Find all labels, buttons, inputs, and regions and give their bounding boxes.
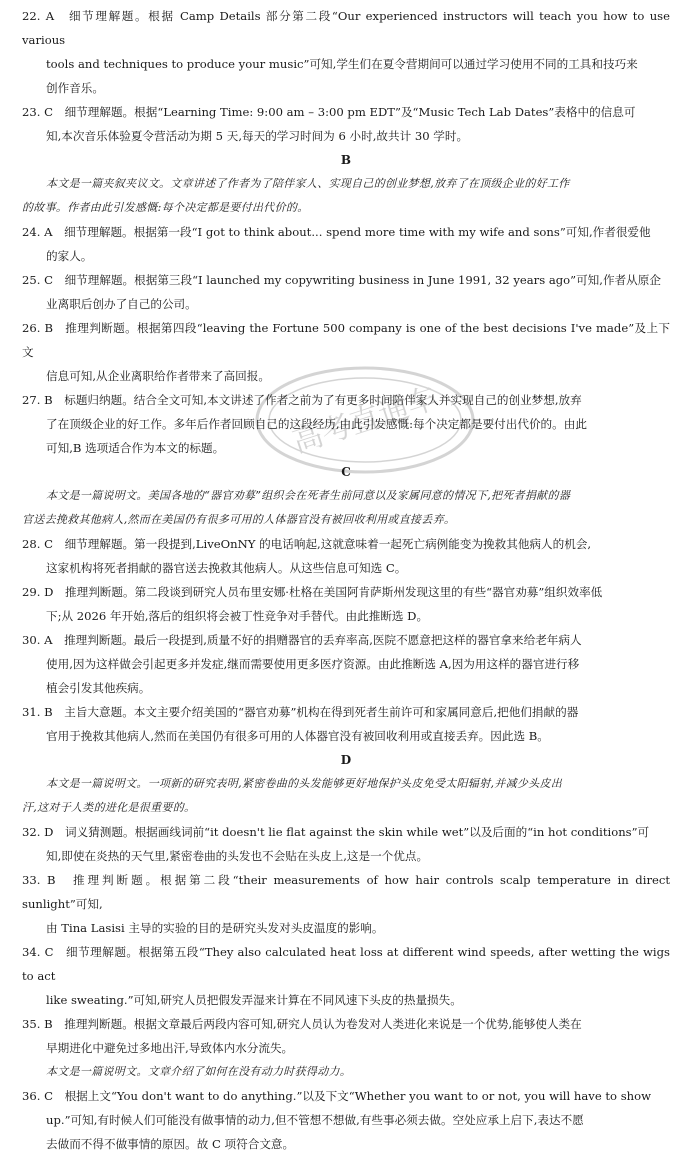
section-c-intro bbox=[22, 484, 670, 532]
section-b-intro bbox=[22, 172, 670, 220]
section-intro-line: 本文是一篇夹叙夹议文。文章讲述了作者为了陪伴家人、实现自己的创业梦想,放弃了在顶级企业的好工作 bbox=[46, 177, 570, 190]
answer-item-continuation: 由 Tina Lasisi 主导的实验的目的是研究头发对头皮温度的影响。 bbox=[46, 921, 384, 935]
section-e-intro bbox=[22, 1060, 670, 1084]
answer-item bbox=[22, 820, 670, 868]
answer-item-first-line: 32. D 词义猜测题。根据画线词前“it doesn't lie flat against the skin while wet”以及后面的“in hot conditions”可 bbox=[22, 825, 650, 839]
answer-list-c bbox=[22, 532, 670, 748]
answer-item-first-line: 25. C 细节理解题。根据第三段“I launched my copywriting business in June 1991, 32 years ago”可知,作者从原企 bbox=[22, 273, 661, 287]
answer-item bbox=[22, 868, 670, 940]
answer-item-first-line: 36. C 根据上文“You don't want to do anything.”以及下文“Whether you want to or not, you will have to show bbox=[22, 1089, 652, 1103]
answer-item-first-line: 30. A 推理判断题。最后一段提到,质量不好的捐赠器官的丢弃率高,医院不愿意把这样的器官拿来给老年病人 bbox=[22, 633, 582, 647]
answer-item bbox=[22, 1084, 670, 1156]
section-d-heading: D bbox=[340, 753, 352, 767]
answer-item-first-line: 33. B 推理判断题。根据第二段“their measurements of how hair controls scalp temperature in direct sunlight”可知, bbox=[22, 873, 670, 911]
answer-item-first-line: 24. A 细节理解题。根据第一段“I got to think about... spend more time with my wife and sons”可知,作者很爱他 bbox=[22, 225, 651, 239]
answer-item-continuation: 了在顶级企业的好工作。多年后作者回顾自己的这段经历,由此引发感慨:每个决定都是要付出代价的。由此 bbox=[46, 417, 587, 431]
answer-item-continuation: 这家机构将死者捐献的器官送去挽救其他病人。从这些信息可知选 C。 bbox=[46, 561, 407, 575]
answer-item-continuation: 官用于挽救其他病人,然而在美国仍有很多可用的人体器官没有被回收利用或直接丢弃。因此选 B。 bbox=[46, 729, 549, 743]
answer-item-continuation: 去做而不得不做事情的原因。故 C 项符合文意。 bbox=[46, 1137, 295, 1151]
section-intro-line: 官送去挽救其他病人,然而在美国仍有很多可用的人体器官没有被回收利用或直接丢弃。 bbox=[22, 513, 456, 526]
answer-page bbox=[22, 4, 670, 1156]
answer-list-a bbox=[22, 4, 670, 148]
section-intro-line: 汗,这对于人类的进化是很重要的。 bbox=[22, 801, 196, 814]
section-c-heading: C bbox=[341, 465, 351, 479]
answer-item-continuation: 早期进化中避免过多地出汗,导致体内水分流失。 bbox=[46, 1041, 294, 1055]
section-intro-line: 本文是一篇说明文。文章介绍了如何在没有动力时获得动力。 bbox=[46, 1065, 352, 1078]
answer-item-first-line: 26. B 推理判断题。根据第四段“leaving the Fortune 500 company is one of the best decisions I've made”及上下文 bbox=[22, 321, 670, 359]
answer-item-first-line: 23. C 细节理解题。根据“Learning Time: 9:00 am – 3:00 pm EDT”及“Music Tech Lab Dates”表格中的信息可 bbox=[22, 105, 636, 119]
answer-item-continuation: up.”可知,有时候人们可能没有做事情的动力,但不管想不想做,有些事必须去做。空处应承上启下,表达不愿 bbox=[46, 1113, 584, 1127]
answer-item bbox=[22, 316, 670, 388]
answer-item-continuation: tools and techniques to produce your music”可知,学生们在夏令营期间可以通过学习使用不同的工具和技巧来 bbox=[46, 57, 638, 71]
answer-item-continuation: 知,即使在炎热的天气里,紧密卷曲的头发也不会贴在头皮上,这是一个优点。 bbox=[46, 849, 429, 863]
answer-item bbox=[22, 268, 670, 316]
answer-list-e bbox=[22, 1084, 670, 1156]
answer-item-first-line: 34. C 细节理解题。根据第五段“They also calculated heat loss at different wind speeds, after wetting the wigs to act bbox=[22, 945, 670, 983]
answer-item-continuation: 业离职后创办了自己的公司。 bbox=[46, 297, 197, 311]
answer-item bbox=[22, 220, 670, 268]
answer-item-continuation: 可知,B 选项适合作为本文的标题。 bbox=[46, 441, 225, 455]
section-intro-line: 的故事。作者由此引发感慨:每个决定都是要付出代价的。 bbox=[22, 201, 309, 214]
answer-item-continuation: 使用,因为这样做会引起更多并发症,继而需要使用更多医疗资源。由此推断选 A,因为用这样的器官进行移 bbox=[46, 657, 580, 671]
answer-item-continuation: 的家人。 bbox=[46, 249, 93, 263]
answer-item bbox=[22, 580, 670, 628]
answer-item bbox=[22, 628, 670, 700]
section-b-heading: B bbox=[340, 153, 352, 167]
section-intro-line: 本文是一篇说明文。美国各地的“器官劝募”组织会在死者生前同意以及家属同意的情况下,把死者捐献的器 bbox=[46, 489, 571, 502]
section-intro-line: 本文是一篇说明文。一项新的研究表明,紧密卷曲的头发能够更好地保护头皮免受太阳辐射,并减少头皮出 bbox=[46, 777, 563, 790]
answer-item bbox=[22, 388, 670, 460]
answer-item-continuation: like sweating.”可知,研究人员把假发弄湿来计算在不同风速下头皮的热量损失。 bbox=[46, 993, 462, 1007]
answer-item-continuation: 植会引发其他疾病。 bbox=[46, 681, 151, 695]
answer-item-first-line: 35. B 推理判断题。根据文章最后两段内容可知,研究人员认为卷发对人类进化来说是一个优势,能够使人类在 bbox=[22, 1017, 582, 1031]
answer-item-continuation: 知,本次音乐体验夏令营活动为期 5 天,每天的学习时间为 6 小时,故共计 30 学时。 bbox=[46, 129, 469, 143]
answer-item-first-line: 29. D 推理判断题。第二段谈到研究人员布里安娜·杜格在美国阿肯萨斯州发现这里的有些“器官劝募”组织效率低 bbox=[22, 585, 603, 599]
answer-item bbox=[22, 4, 670, 100]
answer-item-first-line: 31. B 主旨大意题。本文主要介绍美国的“器官劝募”机构在得到死者生前许可和家属同意后,把他们捐献的器 bbox=[22, 705, 579, 719]
answer-item bbox=[22, 940, 670, 1012]
answer-list-d bbox=[22, 820, 670, 1060]
answer-item-first-line: 27. B 标题归纳题。结合全文可知,本文讲述了作者之前为了有更多时间陪伴家人并实现自己的创业梦想,放弃 bbox=[22, 393, 582, 407]
answer-item bbox=[22, 100, 670, 148]
answer-item bbox=[22, 700, 670, 748]
answer-list-b bbox=[22, 220, 670, 460]
answer-item-continuation: 信息可知,从企业离职给作者带来了高回报。 bbox=[46, 369, 270, 383]
answer-item-first-line: 22. A 细节理解题。根据 Camp Details 部分第二段“Our experienced instructors will teach you how to use various bbox=[22, 9, 670, 47]
answer-item-continuation: 下;从 2026 年开始,落后的组织将会被丁性竞争对手替代。由此推断选 D。 bbox=[46, 609, 429, 623]
answer-item-first-line: 28. C 细节理解题。第一段提到,LiveOnNY 的电话响起,这就意味着一起死亡病例能变为挽救其他病人的机会, bbox=[22, 537, 592, 551]
svg-text:高考直通车: 高考直通车 bbox=[288, 380, 442, 461]
section-d-intro bbox=[22, 772, 670, 820]
answer-item-continuation: 创作音乐。 bbox=[46, 81, 104, 95]
answer-item bbox=[22, 1012, 670, 1060]
answer-item bbox=[22, 532, 670, 580]
